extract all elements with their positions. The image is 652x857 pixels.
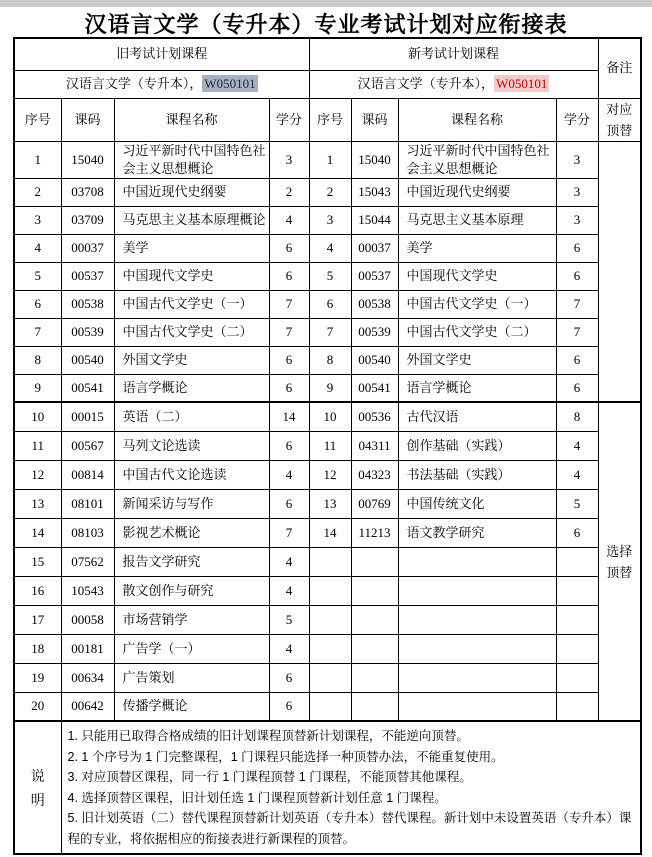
old-course-name-cell: 美学 [114,234,269,262]
new-seq-cell: 3 [309,206,351,234]
remark-choose-cell: 选择顶替 [598,402,641,721]
new-course-name-cell: 语文教学研究 [398,518,556,547]
old-course-name-cell: 中国古代文学史（二） [114,318,269,346]
old-credit-cell: 6 [269,374,309,402]
table-row [14,663,641,692]
new-code-cell: 00769 [351,489,398,518]
old-code-cell: 00814 [61,460,114,489]
old-course-name-cell: 中国古代文学史（一） [114,290,269,318]
table-row [14,721,641,854]
old-seq-cell: 17 [14,605,61,634]
new-course-name-cell: 马克思主义基本原理 [398,206,556,234]
old-code-cell: 03708 [61,178,114,206]
table-row [14,178,641,206]
new-credit-cell [556,605,598,634]
table-row [14,141,641,178]
new-course-name-cell: 外国文学史 [398,346,556,374]
new-code-cell [351,576,398,605]
note-item: 3. 对应顶替区课程，同一行 1 门课程顶替 1 门课程，不能顶替其他课程。 [67,770,472,784]
new-credit-cell: 6 [556,262,598,290]
old-credit-cell: 6 [269,262,309,290]
new-code-cell [351,547,398,576]
new-code-cell: 04323 [351,460,398,489]
old-course-name-cell: 中国古代文论选读 [114,460,269,489]
old-credit-cell: 4 [269,576,309,605]
new-course-name-cell: 中国近现代史纲要 [398,178,556,206]
new-credit-cell: 7 [556,318,598,346]
new-course-name-cell [398,547,556,576]
old-course-name-cell: 报告文学研究 [114,547,269,576]
new-seq-cell: 14 [309,518,351,547]
old-course-name-cell: 中国现代文学史 [114,262,269,290]
new-code-cell: 00536 [351,402,398,431]
old-course-name-cell: 中国近现代史纲要 [114,178,269,206]
table-row [14,402,641,431]
new-plan-header: 新考试计划课程 [309,38,598,70]
new-course-name-cell: 中国古代文学史（二） [398,318,556,346]
table-row [14,234,641,262]
remark-header: 备注 [598,38,641,98]
table-row [14,318,641,346]
column-header-old-seq: 序号 [14,98,61,141]
new-major-prefix: 汉语言文学（专升本）， [357,76,495,91]
new-credit-cell: 6 [556,518,598,547]
correspond-replace-section [14,141,641,402]
old-code-cell: 00181 [61,634,114,663]
new-seq-cell: 1 [309,141,351,178]
new-credit-cell: 6 [556,234,598,262]
old-credit-cell: 4 [269,634,309,663]
new-code-cell [351,692,398,721]
old-seq-cell: 3 [14,206,61,234]
old-code-cell: 08103 [61,518,114,547]
old-seq-cell: 4 [14,234,61,262]
new-major-label [309,70,598,98]
new-code-cell: 00540 [351,346,398,374]
new-course-name-cell: 创作基础（实践） [398,431,556,460]
new-code-cell: 00037 [351,234,398,262]
new-seq-cell: 2 [309,178,351,206]
column-header-old-code: 课码 [61,98,114,141]
course-correspondence-table [13,37,642,855]
old-seq-cell: 19 [14,663,61,692]
old-code-cell: 07562 [61,547,114,576]
old-major-code-highlight: W050101 [204,76,256,91]
new-credit-cell [556,634,598,663]
old-code-cell: 00540 [61,346,114,374]
new-major-code-highlight: W050101 [496,76,548,91]
new-seq-cell: 13 [309,489,351,518]
column-header-old-name: 课程名称 [114,98,269,141]
new-seq-cell [309,692,351,721]
new-course-name-cell: 古代汉语 [398,402,556,431]
new-code-cell: 15040 [351,141,398,178]
old-major-prefix: 汉语言文学（专升本）， [65,76,203,91]
new-credit-cell [556,692,598,721]
new-course-name-cell: 习近平新时代中国特色社会主义思想概论 [398,141,556,178]
new-course-name-cell: 语言学概论 [398,374,556,402]
old-credit-cell: 6 [269,489,309,518]
old-course-name-cell: 语言学概论 [114,374,269,402]
table-row [14,692,641,721]
table-row [14,206,641,234]
table-row [14,70,641,98]
old-seq-cell: 7 [14,318,61,346]
old-course-name-cell: 英语（二） [114,402,269,431]
new-credit-cell [556,663,598,692]
old-code-cell: 00541 [61,374,114,402]
remark-correspond-cell: 对应顶替 [598,98,641,141]
column-header-new-code: 课码 [351,98,398,141]
table-row [14,489,641,518]
page-title: 汉语言文学（专升本）专业考试计划对应衔接表 [84,12,568,37]
new-course-name-cell [398,605,556,634]
new-code-cell: 00539 [351,318,398,346]
old-code-cell: 10543 [61,576,114,605]
new-seq-cell: 10 [309,402,351,431]
table-row [14,547,641,576]
old-credit-cell: 7 [269,518,309,547]
new-code-cell [351,605,398,634]
new-code-cell [351,634,398,663]
old-plan-header: 旧考试计划课程 [14,38,309,70]
new-seq-cell [309,605,351,634]
new-code-cell: 11213 [351,518,398,547]
old-credit-cell: 6 [269,234,309,262]
old-seq-cell: 13 [14,489,61,518]
table-row [14,518,641,547]
new-seq-cell [309,634,351,663]
old-seq-cell: 11 [14,431,61,460]
new-seq-cell [309,576,351,605]
new-seq-cell: 9 [309,374,351,402]
old-code-cell: 03709 [61,206,114,234]
table-row [14,460,641,489]
old-code-cell: 00037 [61,234,114,262]
new-seq-cell: 11 [309,431,351,460]
old-credit-cell: 6 [269,346,309,374]
notes-label: 说明 [14,721,61,854]
old-seq-cell: 16 [14,576,61,605]
table-row [14,346,641,374]
new-code-cell: 04311 [351,431,398,460]
old-credit-cell: 4 [269,206,309,234]
old-seq-cell: 10 [14,402,61,431]
old-code-cell: 00634 [61,663,114,692]
old-course-name-cell: 传播学概论 [114,692,269,721]
new-credit-cell [556,547,598,576]
new-credit-cell: 4 [556,431,598,460]
table-row [14,38,641,70]
new-seq-cell: 5 [309,262,351,290]
new-seq-cell: 4 [309,234,351,262]
old-course-name-cell: 散文创作与研究 [114,576,269,605]
new-course-name-cell: 书法基础（实践） [398,460,556,489]
new-credit-cell: 8 [556,402,598,431]
table-row [14,576,641,605]
old-credit-cell: 6 [269,431,309,460]
new-credit-cell: 6 [556,374,598,402]
note-item: 4. 选择顶替区课程，旧计划任选 1 门课程顶替新计划任意 1 门课程。 [67,790,447,805]
new-seq-cell: 8 [309,346,351,374]
old-course-name-cell: 外国文学史 [114,346,269,374]
new-credit-cell: 3 [556,206,598,234]
new-seq-cell [309,663,351,692]
new-credit-cell [556,576,598,605]
column-header-new-seq: 序号 [309,98,351,141]
new-code-cell: 15043 [351,178,398,206]
notes-list [68,726,635,849]
old-seq-cell: 15 [14,547,61,576]
new-credit-cell: 3 [556,178,598,206]
new-course-name-cell [398,634,556,663]
old-credit-cell: 6 [269,663,309,692]
column-header-new-credit: 学分 [556,98,598,141]
new-code-cell: 00538 [351,290,398,318]
table-row [14,431,641,460]
old-code-cell: 00538 [61,290,114,318]
old-seq-cell: 6 [14,290,61,318]
old-code-cell: 00058 [61,605,114,634]
old-course-name-cell: 马列文论选读 [114,431,269,460]
old-course-name-cell: 新闻采访与写作 [114,489,269,518]
old-code-cell: 08101 [61,489,114,518]
note-item: 2. 1 个序号为 1 门完整课程，1 门课程只能选择一种顶替办法，不能重复使用。 [67,749,504,764]
new-course-name-cell: 中国传统文化 [398,489,556,518]
old-course-name-cell: 习近平新时代中国特色社会主义思想概论 [114,141,269,178]
old-course-name-cell: 广告学（一） [114,634,269,663]
old-code-cell: 00642 [61,692,114,721]
old-credit-cell: 4 [269,460,309,489]
old-seq-cell: 9 [14,374,61,402]
new-credit-cell: 7 [556,290,598,318]
old-code-cell: 00539 [61,318,114,346]
old-code-cell: 00015 [61,402,114,431]
old-code-cell: 00537 [61,262,114,290]
new-code-cell [351,663,398,692]
new-credit-cell: 5 [556,489,598,518]
old-credit-cell: 5 [269,605,309,634]
old-seq-cell: 1 [14,141,61,178]
old-credit-cell: 7 [269,290,309,318]
new-course-name-cell: 美学 [398,234,556,262]
old-seq-cell: 18 [14,634,61,663]
table-row [14,605,641,634]
new-credit-cell: 6 [556,346,598,374]
new-credit-cell: 4 [556,460,598,489]
note-item: 1. 只能用已取得合格成绩的旧计划课程顶替新计划课程，不能逆向顶替。 [67,729,469,743]
old-course-name-cell: 马克思主义基本原理概论 [114,206,269,234]
new-course-name-cell [398,663,556,692]
new-course-name-cell [398,692,556,721]
choose-replace-section [14,402,641,721]
old-seq-cell: 2 [14,178,61,206]
note-item: 5. 旧计划英语（二）替代课程顶替新计划英语（专升本）替代课程。新计划中未设置英语（专升本）课程的专业，将依据相应的衔接表进行新课程的顶替。 [67,811,632,846]
new-code-cell: 15044 [351,206,398,234]
old-credit-cell: 6 [269,692,309,721]
new-course-name-cell: 中国古代文学史（一） [398,290,556,318]
notes-cell [61,721,641,854]
old-code-cell: 00567 [61,431,114,460]
old-seq-cell: 14 [14,518,61,547]
table-row [14,262,641,290]
column-header-old-credit: 学分 [269,98,309,141]
new-seq-cell: 6 [309,290,351,318]
new-seq-cell: 12 [309,460,351,489]
old-credit-cell: 7 [269,318,309,346]
new-course-name-cell: 中国现代文学史 [398,262,556,290]
old-credit-cell: 2 [269,178,309,206]
old-major-label [14,70,309,98]
old-seq-cell: 5 [14,262,61,290]
window-top-strip [0,0,652,7]
table-row [14,98,641,141]
new-seq-cell: 7 [309,318,351,346]
table-row [14,374,641,402]
new-code-cell: 00537 [351,262,398,290]
old-seq-cell: 20 [14,692,61,721]
table-row [14,290,641,318]
column-header-new-name: 课程名称 [398,98,556,141]
old-seq-cell: 8 [14,346,61,374]
old-code-cell: 15040 [61,141,114,178]
old-credit-cell: 14 [269,402,309,431]
old-course-name-cell: 市场营销学 [114,605,269,634]
old-course-name-cell: 广告策划 [114,663,269,692]
old-seq-cell: 12 [14,460,61,489]
new-seq-cell [309,547,351,576]
old-course-name-cell: 影视艺术概论 [114,518,269,547]
new-credit-cell: 3 [556,141,598,178]
new-course-name-cell [398,576,556,605]
new-code-cell: 00541 [351,374,398,402]
old-credit-cell: 4 [269,547,309,576]
old-credit-cell: 3 [269,141,309,178]
table-row [14,634,641,663]
